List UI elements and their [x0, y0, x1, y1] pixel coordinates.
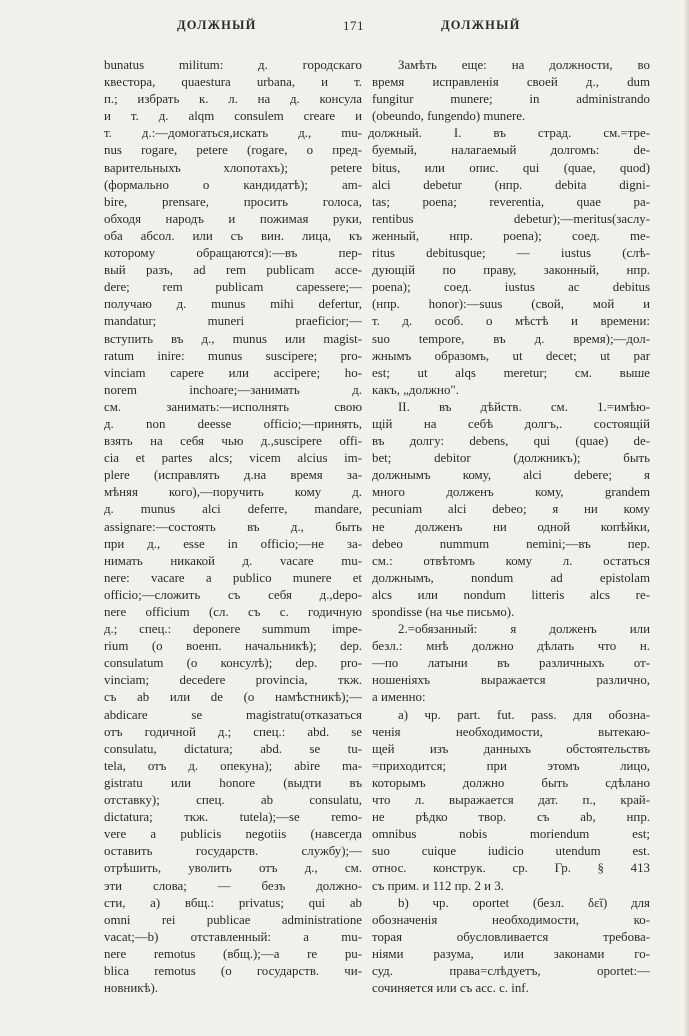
text-line: dere; rem publicam capessere;—	[104, 280, 362, 295]
text-line: =приходится; при этомъ лицо,	[372, 758, 650, 773]
text-line: которому обращаются):—въ пер-	[104, 246, 362, 261]
text-line: cia et partes alcs; vicem alcius im-	[104, 451, 362, 466]
text-line: эти слова; — безъ должно-	[104, 878, 362, 893]
header-left-guideword: ДОЛЖНЫЙ	[177, 18, 257, 32]
text-line: не рѣдко твор. съ ab, нпр.	[372, 810, 650, 825]
text-line: alcs или nondum litteris alcs re-	[372, 587, 650, 602]
text-line: ratum inire: munus suscipere; pro-	[104, 348, 362, 363]
text-line: poena); соед. iustus ac debitus	[372, 280, 650, 295]
left-text-column	[104, 57, 362, 997]
text-line: consulatu, dictatura; abd. se tu-	[104, 741, 362, 756]
text-line: обходя народъ и пожимая руки,	[104, 211, 362, 226]
text-line: vinciam capere или accipere; ho-	[104, 365, 362, 380]
text-line: plere (исправлять д.на время за-	[104, 468, 362, 483]
text-line: nere remotus (вбщ.);—a re pu-	[104, 946, 362, 961]
text-line: ношеніяхъ выражается различно,	[372, 673, 650, 688]
text-line: съ ab или de (о намѣстникѣ);—	[104, 690, 362, 705]
text-line: fungitur munere; in administrando	[372, 92, 650, 107]
text-line: suo cuique iudicio utendum est.	[372, 844, 650, 859]
text-line: b) чр. oportet (безл. δεῖ) для	[398, 895, 650, 910]
text-line: est; ut alqs meretur; см. выше	[372, 365, 650, 380]
text-line: время исправленія своей д., dum	[372, 75, 650, 90]
text-line: вступить въ д., munus или magist-	[104, 331, 362, 346]
text-line: отставку); спец. ab consulatu,	[104, 793, 362, 808]
text-line: должный. I. въ страд. см.=тре-	[368, 126, 650, 141]
text-line: д. non deesse officio;—принять,	[104, 416, 362, 431]
text-line: п.; избрать к. л. на д. консула	[104, 92, 362, 107]
text-line: mandatur; muneri praeficior;—	[104, 314, 362, 329]
text-line: щей изъ данныхъ обстоятельствъ	[372, 741, 650, 756]
text-line: pecuniam alci debeo; я ни кому	[372, 502, 650, 517]
text-line: nere officium (сл. съ с. годичную	[104, 605, 362, 619]
text-line: omni rei publicae administratione	[104, 912, 362, 927]
text-line: должнымъ, nondum ad epistolam	[372, 570, 650, 585]
text-line: оба абсол. или съ вин. лица, къ	[104, 228, 362, 243]
text-line: отъ годичной д.; спец.: abd. se	[104, 724, 362, 739]
text-line: женный, нпр. poena); соед. me-	[372, 228, 650, 243]
text-line: II. въ дѣйств. см. 1.=имѣю-	[398, 399, 650, 414]
text-line: торая обусловливается требова-	[372, 929, 650, 944]
text-line: суд. права=слѣдуетъ, oportet:—	[372, 963, 650, 978]
text-line: взять на себя чью д.,suscipere offi-	[104, 434, 362, 449]
text-line: consulatum (о консулѣ); dep. pro-	[104, 656, 362, 671]
text-line: которымъ должно быть сдѣлано	[372, 775, 650, 790]
text-line: вый разъ, ad rem publicam acce-	[104, 263, 362, 278]
text-line: officio;—сложить съ себя д.,depo-	[104, 587, 362, 602]
text-line: что л. выражается дат. п., край-	[372, 793, 650, 808]
text-line: nere: vacare a publico munere et	[104, 570, 362, 585]
text-line: rium (о военп. начальникѣ); dep.	[104, 639, 362, 654]
text-line: какъ, „должно".	[372, 382, 459, 397]
text-line: д.; спец.: deponere summum impe-	[104, 622, 362, 637]
text-line: (нпр. honor):—suus (свой, мой и	[372, 297, 650, 312]
text-line: ritus debitusque; — iustus (слѣ-	[372, 246, 650, 261]
text-line: norem inchoare;—занимать д.	[104, 382, 362, 397]
text-line: при д., esse in officio;—не за-	[104, 536, 362, 551]
text-line: Замѣть еще: на должности, во	[398, 58, 650, 72]
text-line: gistratu или honore (выдти въ	[104, 775, 362, 790]
text-line: omnibus nobis moriendum est;	[372, 827, 650, 842]
text-line: nus rogare, petere (rogare, о пред-	[104, 143, 362, 158]
text-line: (obeundo, fungendo) munere.	[372, 109, 526, 124]
text-line: должнымъ кому, alci debere; я	[372, 468, 650, 483]
text-line: мѣняя кого),—поручить кому д.	[104, 485, 362, 500]
text-line: съ прим. и 112 пр. 2 и 3.	[372, 878, 504, 893]
page-number: 171	[343, 18, 364, 33]
text-line: vacat;—b) отставленный: a mu-	[104, 929, 362, 944]
text-line: отрѣшить, уволить отъ д., см.	[104, 861, 362, 876]
text-line: т. д. особ. о мѣстѣ и времени:	[372, 314, 650, 329]
text-line: ченія необходимости, вытекаю-	[372, 724, 650, 739]
text-line: bitus, или опис. qui (quae, quod)	[372, 160, 650, 175]
text-line: spondisse (на чье письмо).	[372, 605, 515, 619]
text-line: alci debetur (нпр. debita digni-	[372, 177, 650, 192]
text-line: въ долгу: debens, qui (quae) de-	[372, 434, 650, 449]
text-line: suo tempore, въ д. время);—дол-	[372, 331, 650, 346]
text-line: assignare:—состоять въ д., быть	[104, 519, 362, 534]
text-line: vere a publicis negotiis (навсегда	[104, 827, 362, 842]
text-line: обозначенія необходимости, ко-	[372, 912, 650, 927]
text-line: получаю д. munus mihi defertur,	[104, 297, 362, 312]
right-text-column	[368, 57, 650, 997]
text-line: и т. д. alqm consulem creare и	[104, 109, 362, 124]
text-line: оставить государств. службу);—	[104, 844, 362, 859]
text-line: сти, а) вбщ.: privatus; qui ab	[104, 895, 362, 910]
text-line: tela, отъ д. опекуна); abire ma-	[104, 758, 362, 773]
text-line: см.: отвѣтомъ кому л. остаться	[372, 553, 650, 568]
text-line: blica remotus (о государств. чи-	[104, 963, 362, 978]
text-line: (формально о кандидатѣ); am-	[104, 177, 362, 192]
text-line: ніями разума, или законами го-	[372, 946, 650, 961]
running-header	[0, 18, 689, 40]
text-line: т. д.:—домогаться,искать д., mu-	[104, 126, 362, 141]
text-line: новникѣ).	[104, 981, 159, 996]
text-line: rentibus debetur);—meritus(заслу-	[372, 211, 650, 226]
text-line: безл.: мнѣ должно дѣлать что н.	[372, 639, 650, 654]
text-line: vinciam; decedere provincia, ткж.	[104, 673, 362, 688]
text-line: квестора, quaestura urbana, и т.	[104, 75, 362, 90]
text-line: 2.=обязанный: я долженъ или	[398, 622, 650, 637]
text-line: нимать никакой д. vacare mu-	[104, 553, 362, 568]
header-right-guideword: ДОЛЖНЫЙ	[441, 18, 521, 32]
text-line: bunatus militum: д. городскаго	[104, 58, 362, 72]
text-line: не долженъ ни одной копѣйки,	[372, 519, 650, 534]
text-line: см. занимать:—исполнять свою	[104, 399, 362, 414]
text-line: dictatura; ткж. tutela);—se remo-	[104, 810, 362, 825]
text-line: дующій по праву, законный, нпр.	[372, 263, 650, 278]
text-line: много долженъ кому, grandem	[372, 485, 650, 500]
page-edge-shadow	[683, 0, 689, 1036]
text-line: а) чр. part. fut. pass. для обозна-	[398, 707, 650, 722]
text-line: bire, prensare, просить голоса,	[104, 194, 362, 209]
text-line: щій на себѣ долгъ,. состоящій	[372, 416, 650, 431]
text-line: bet; debitor (должникъ); быть	[372, 451, 650, 466]
text-line: д. munus alci deferre, mandare,	[104, 502, 362, 517]
text-line: сочиняется или съ acc. c. inf.	[372, 981, 529, 996]
text-line: буемый, налагаемый долгомъ: de-	[372, 143, 650, 158]
text-line: abdicare se magistratu(отказаться	[104, 707, 362, 722]
text-line: а именно:	[372, 690, 426, 705]
text-line: варительныхъ хлопотахъ); petere	[104, 160, 362, 175]
text-line: tas; poena; reverentia, quae pa-	[372, 194, 650, 209]
text-line: жнымъ образомъ, ut decet; ut par	[372, 348, 650, 363]
text-line: —по латыни въ различныхъ от-	[372, 656, 650, 671]
text-line: debeo nummum nemini;—въ пер.	[372, 536, 650, 551]
text-line: относ. конструк. ср. Гр. § 413	[372, 861, 650, 876]
